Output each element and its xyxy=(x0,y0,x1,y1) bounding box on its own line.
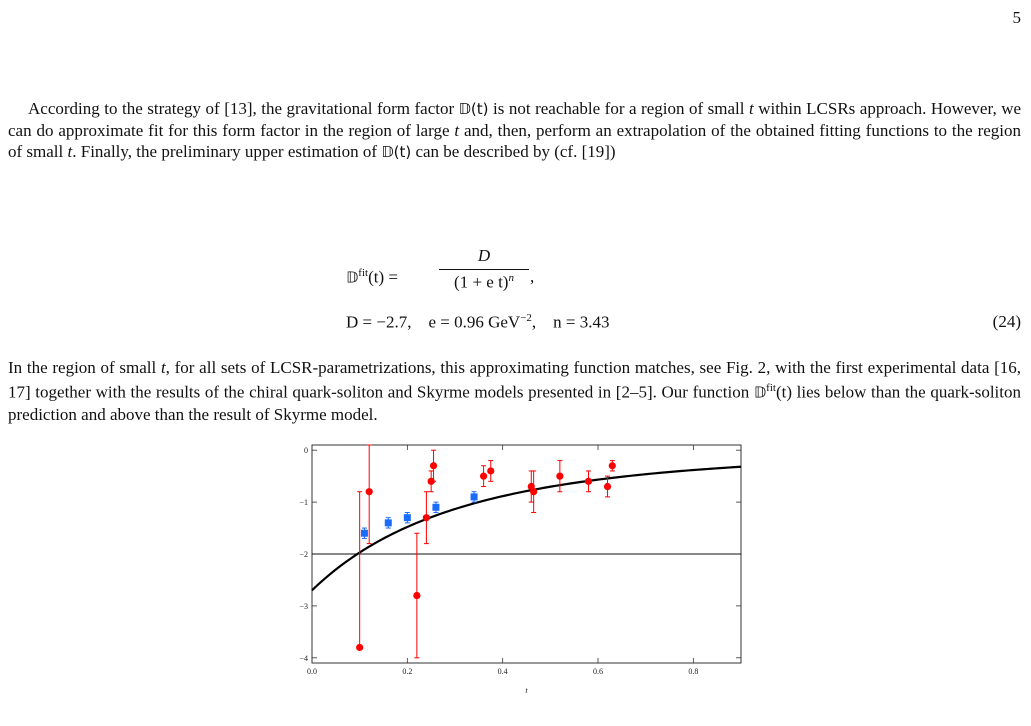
data-point-red xyxy=(585,478,592,485)
equation-fraction: D (1 + e t)$^n$ xyxy=(439,246,529,293)
data-point-red xyxy=(604,483,611,490)
data-point-red xyxy=(556,473,563,480)
y-tick-label: −3 xyxy=(299,601,308,611)
y-tick-label: 0 xyxy=(304,446,308,456)
data-point-blue xyxy=(361,530,368,537)
x-tick-label: 0.6 xyxy=(593,667,603,676)
equation-lhs: 𝔻$^{fit}$(t) = xyxy=(346,267,398,287)
data-point-red xyxy=(413,592,420,599)
paragraph-2: In the region of small t, for all sets of LCSR-parametrizations, this approximating function matches, see Fig. 2, with the first experimental data [16, 17] together with the results of the chiral quark-soliton and Skyrme models presented in [2–5]. Our function 𝔻$^{fit}$(t) lies below than the quark-soliton prediction and above than the result of Skyrme model. xyxy=(8,358,1021,424)
equation-24: 𝔻$^{fit}$(t) = D (1 + e t)$^n$ , D = −2.7, e = 0.96 GeV$^{-2}$, n = 3.43 (24) xyxy=(346,246,1021,332)
data-point-red xyxy=(480,473,487,480)
x-axis-label: t xyxy=(525,686,528,695)
figure-2-chart xyxy=(270,435,760,705)
data-point-red xyxy=(423,514,430,521)
data-point-red xyxy=(487,467,494,474)
data-point-red xyxy=(530,488,537,495)
y-tick-label: −4 xyxy=(299,653,308,663)
equation-number: (24) xyxy=(992,312,1021,331)
data-point-red xyxy=(366,488,373,495)
data-point-red xyxy=(609,462,616,469)
data-point-red xyxy=(430,462,437,469)
data-point-blue xyxy=(404,514,411,521)
y-tick-label: −1 xyxy=(299,498,308,508)
page-number: 5 xyxy=(1012,8,1021,27)
paragraph-1: According to the strategy of [13], the gravitational form factor 𝔻(t) is not reachable for a region of small t within LCSRs approach. However, we can do approximate fit for this form factor in the region of large t and, then, perform an extrapolation of the obtained fitting functions to the region of small t. Finally, the preliminary upper estimation of 𝔻(t) can be described by (cf. [19]) xyxy=(8,99,1022,161)
data-point-blue xyxy=(385,519,392,526)
x-tick-label: 0.2 xyxy=(402,667,413,676)
x-tick-label: 0.4 xyxy=(497,667,508,676)
x-tick-label: 0.8 xyxy=(688,667,699,676)
equation-params: D = −2.7, e = 0.96 GeV$^{-2}$, n = 3.43 xyxy=(346,312,610,332)
data-point-blue xyxy=(471,493,478,500)
data-point-blue xyxy=(432,504,439,511)
y-tick-label: −2 xyxy=(299,550,308,559)
x-tick-label: 0.0 xyxy=(307,667,317,676)
data-point-red xyxy=(356,644,363,651)
fit-curve xyxy=(312,467,741,591)
